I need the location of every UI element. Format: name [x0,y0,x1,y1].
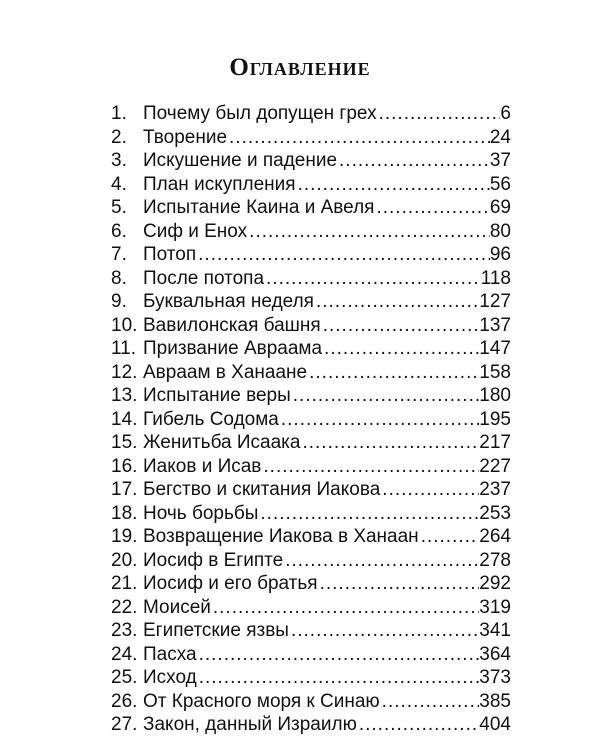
toc-entry [111,173,511,197]
toc-entry [111,666,511,690]
dot-leader [291,384,480,408]
toc-list [111,102,511,737]
toc-entry-title: Закон, данный Израилю [143,714,357,735]
dot-leader [307,361,479,385]
toc-entry [111,220,511,244]
toc-entry-page-number: 80 [489,220,511,242]
toc-entry [111,149,511,173]
dot-leader [318,572,480,596]
toc-entry-number: 1. [111,103,127,124]
toc-entry [111,713,511,737]
toc-entry [111,243,511,267]
toc-entry [111,290,511,314]
toc-entry-page-number: 96 [489,244,511,265]
toc-entry-page-number: 253 [479,502,511,524]
dot-leader [196,243,490,267]
toc-entry [111,455,511,479]
toc-entry [111,525,511,549]
toc-entry-title: Египетские язвы [143,620,289,641]
toc-entry [111,619,511,643]
dot-leader [377,102,501,126]
toc-entry-title: Сиф и Енох [143,220,248,242]
toc-entry-page-number: 404 [479,714,511,735]
toc-entry-page-number: 319 [479,596,511,618]
toc-entry [111,502,511,526]
toc-entry [111,267,511,291]
toc-entry-number: 5. [111,197,127,218]
toc-entry-number: 23. [111,620,138,641]
toc-entry-page-number: 341 [479,620,511,641]
toc-entry-number: 3. [111,150,127,171]
toc-entry-number: 27. [111,714,138,735]
page-title: Оглавление [229,54,371,81]
dot-leader [357,713,479,737]
toc-entry-title: Вавилонская башня [143,314,321,336]
toc-entry-page-number: 37 [489,150,511,171]
toc-entry-page-number: 278 [479,549,511,571]
toc-entry-page-number: 147 [479,338,511,359]
dot-leader [247,220,490,244]
toc-entry [111,431,511,455]
toc-entry-title: Иосиф и его братья [143,573,318,594]
dot-leader [419,525,480,549]
toc-entry-number: 7. [111,244,127,265]
toc-entry-number: 12. [111,361,138,383]
toc-entry-number: 14. [111,408,138,430]
toc-entry-number: 6. [111,220,127,242]
toc-entry-number: 26. [111,690,138,712]
toc-entry-number: 22. [111,596,138,618]
toc-entry-title: Бегство и скитания Иакова [143,479,381,500]
toc-entry-number: 10. [111,314,138,336]
dot-leader [380,478,479,502]
toc-entry [111,337,511,361]
toc-entry-number: 16. [111,455,138,477]
dot-leader [197,666,480,690]
toc-entry-number: 17. [111,479,138,500]
toc-entry-title: Искушение и падение [143,150,338,171]
toc-entry-title: Творение [143,126,228,148]
dot-leader [321,314,480,338]
toc-entry-title: Иосиф в Египте [143,549,284,571]
toc-entry-page-number: 385 [479,690,511,712]
dot-leader [261,455,479,479]
toc-entry-page-number: 6 [500,103,511,124]
toc-entry-number: 8. [111,267,127,289]
toc-entry [111,126,511,150]
dot-leader [264,267,481,291]
toc-entry-page-number: 237 [479,479,511,500]
toc-entry-page-number: 217 [479,432,511,453]
toc-entry [111,196,511,220]
toc-entry-page-number: 373 [479,667,511,688]
toc-entry-title: Пасха [143,643,197,665]
toc-entry-number: 24. [111,643,138,665]
dot-leader [380,690,480,714]
dot-leader [314,290,479,314]
toc-entry-title: Испытание веры [143,385,291,406]
toc-entry-number: 13. [111,385,138,406]
toc-entry-page-number: 127 [479,291,511,312]
toc-entry-page-number: 69 [489,197,511,218]
toc-entry-page-number: 118 [480,267,511,289]
toc-entry-page-number: 56 [489,173,511,195]
toc-entry-number: 25. [111,667,138,688]
toc-entry-page-number: 24 [489,126,511,148]
toc-entry-page-number: 227 [479,455,511,477]
toc-entry [111,643,511,667]
toc-entry-number: 4. [111,173,127,195]
toc-entry-title: Женитьба Исаака [143,432,301,453]
toc-entry-title: Почему был допущен грех [143,103,377,124]
toc-entry [111,408,511,432]
toc-entry-title: Потоп [143,244,197,265]
toc-entry-page-number: 158 [479,361,511,383]
toc-entry-page-number: 292 [479,573,511,594]
toc-entry [111,690,511,714]
toc-entry-title: От Красного моря к Синаю [143,690,380,712]
dot-leader [337,149,490,173]
toc-entry-number: 2. [111,126,127,148]
toc-entry-page-number: 195 [479,408,511,430]
toc-entry-title: Гибель Содома [143,408,279,430]
toc-entry-page-number: 264 [479,526,511,547]
toc-entry-title: Иаков и Исав [143,455,262,477]
toc-entry-title: Исход [143,667,197,688]
dot-leader [289,619,479,643]
toc-entry [111,478,511,502]
toc-entry-title: Возвращение Иакова в Ханаан [143,526,419,547]
toc-entry-page-number: 180 [479,385,511,406]
dot-leader [283,549,479,573]
toc-entry-number: 11. [111,338,137,359]
toc-entry-title: Авраам в Ханаане [143,361,308,383]
toc-entry-title: Буквальная неделя [143,291,314,312]
toc-entry-number: 19. [111,526,138,547]
dot-leader [374,196,489,220]
toc-entry-number: 20. [111,549,138,571]
toc-entry-number: 15. [111,432,138,453]
dot-leader [279,408,479,432]
toc-entry-number: 21. [111,573,138,594]
toc-entry-title: Испытание Каина и Авеля [143,197,375,218]
toc-entry [111,361,511,385]
toc-entry-title: Призвание Авраама [143,338,323,359]
dot-leader [300,431,479,455]
toc-entry-number: 18. [111,502,138,524]
toc-entry [111,102,511,126]
dot-leader [197,643,480,667]
toc-entry [111,314,511,338]
toc-entry-number: 9. [111,291,127,312]
toc-entry [111,549,511,573]
dot-leader [296,173,490,197]
toc-entry-title: План искупления [143,173,296,195]
toc-entry-page-number: 364 [479,643,511,665]
dot-leader [322,337,479,361]
toc-entry [111,572,511,596]
toc-entry [111,384,511,408]
toc-entry-title: После потопа [143,267,265,289]
dot-leader [211,596,479,620]
dot-leader [258,502,479,526]
toc-entry-page-number: 137 [479,314,511,336]
toc-entry-title: Моисей [143,596,211,618]
dot-leader [227,126,490,150]
toc-entry [111,596,511,620]
toc-entry-title: Ночь борьбы [143,502,259,524]
